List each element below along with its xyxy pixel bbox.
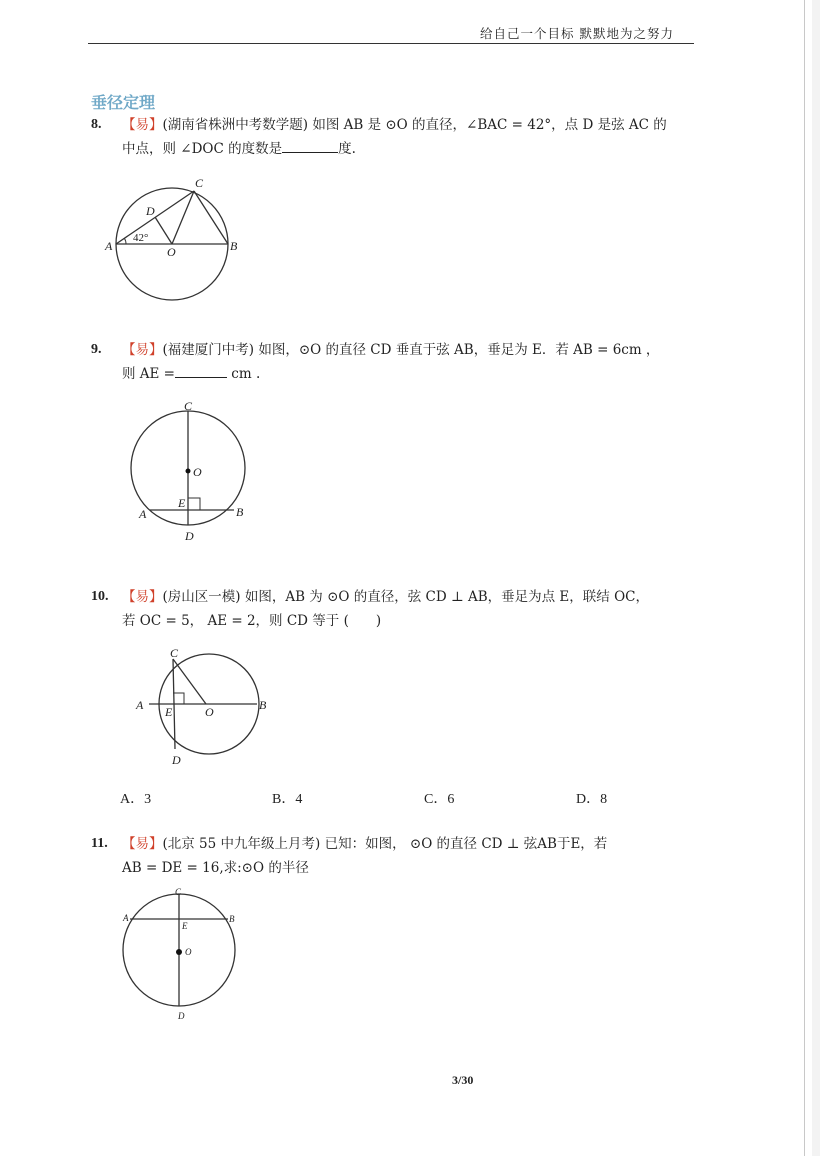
label-b: B [259, 698, 267, 712]
section-title: 垂径定理 [91, 93, 156, 112]
label-e: E [182, 921, 188, 931]
label-d: D [146, 204, 155, 218]
label-angle: 42° [133, 232, 149, 244]
label-o: O [185, 947, 192, 957]
option-b[interactable]: B．4 [272, 792, 303, 807]
center-point [186, 469, 191, 474]
page-edge-shadow [812, 0, 820, 1156]
option-c[interactable]: C．6 [424, 792, 455, 807]
label-o: O [193, 465, 202, 479]
question-line [122, 137, 701, 161]
difficulty-tag: 【易】 [122, 836, 163, 852]
label-b: B [236, 505, 244, 519]
segment-od [155, 217, 172, 244]
label-c: C [170, 646, 179, 660]
question-number: 8. [91, 117, 102, 132]
question-8 [91, 113, 701, 161]
label-b: B [230, 239, 238, 253]
right-angle-mark [173, 693, 184, 704]
header-rule [88, 43, 694, 44]
header-motto: 给自己一个目标 默默地为之努力 [480, 26, 674, 41]
question-text: 则 AE = [122, 366, 175, 382]
question-11 [91, 832, 701, 880]
label-c: C [195, 176, 204, 190]
figure-q8 [100, 175, 250, 305]
question-number: 10. [91, 589, 109, 604]
label-o: O [205, 705, 214, 719]
question-text: (房山区一模) 如图，AB 为 ⊙O 的直径，弦 CD ⊥ AB，垂足为点 E，联结 OC， [162, 589, 649, 605]
label-d: D [172, 753, 181, 767]
angle-arc [125, 239, 127, 245]
option-d[interactable]: D．8 [576, 792, 608, 807]
question-line [122, 609, 701, 633]
question-line [122, 362, 701, 386]
label-e: E [165, 705, 173, 719]
question-number: 11. [91, 836, 108, 851]
answer-blank[interactable] [175, 363, 227, 378]
question-line [122, 585, 701, 609]
question-text: 度. [338, 141, 356, 157]
page-number: 3/30 [452, 1073, 474, 1087]
question-line [122, 856, 701, 880]
label-b: B [229, 914, 235, 924]
question-9 [91, 338, 701, 386]
answer-blank[interactable] [282, 138, 338, 153]
difficulty-tag: 【易】 [122, 589, 163, 605]
question-text: cm . [231, 366, 261, 382]
question-text: (福建厦门中考) 如图，⊙O 的直径 CD 垂直于弦 AB，垂足为 E．若 AB = 6cm ， [162, 342, 660, 358]
label-a: A [105, 239, 113, 253]
label-e: E [178, 496, 186, 510]
segment-oc [173, 659, 206, 704]
question-10 [91, 585, 701, 633]
label-a: A [139, 507, 147, 521]
page-edge [804, 0, 805, 1156]
question-text: AB = DE = 16,求:⊙O 的半径 [122, 860, 309, 876]
label-c: C [175, 887, 182, 897]
question-line [122, 338, 701, 362]
chord-cb [194, 191, 228, 244]
question-line [122, 113, 701, 137]
question-number: 9. [91, 342, 102, 357]
figure-q9 [130, 400, 260, 550]
label-a: A [123, 913, 129, 923]
question-text: 中点，则 ∠DOC 的度数是 [122, 141, 283, 157]
figure-q11 [120, 885, 250, 1025]
label-a: A [136, 698, 144, 712]
label-d: D [185, 529, 194, 543]
question-text: 若 OC = 5， AE = 2，则 CD 等于 ( ) [122, 613, 382, 629]
label-d: D [178, 1011, 185, 1021]
label-c: C [184, 399, 193, 413]
right-angle-mark [188, 498, 200, 510]
difficulty-tag: 【易】 [122, 342, 163, 358]
figure-q10 [133, 645, 273, 770]
difficulty-tag: 【易】 [122, 117, 163, 133]
question-line [122, 832, 701, 856]
question-text: (湖南省株洲中考数学题) 如图 AB 是 ⊙O 的直径，∠BAC = 42°，点 D 是弦 AC 的 [162, 117, 667, 133]
label-o: O [167, 245, 176, 259]
question-text: (北京 55 中九年级上月考) 已知：如图， ⊙O 的直径 CD ⊥ 弦AB于E，若 [162, 836, 608, 852]
option-a[interactable]: A．3 [120, 792, 152, 807]
center-point [176, 949, 182, 955]
